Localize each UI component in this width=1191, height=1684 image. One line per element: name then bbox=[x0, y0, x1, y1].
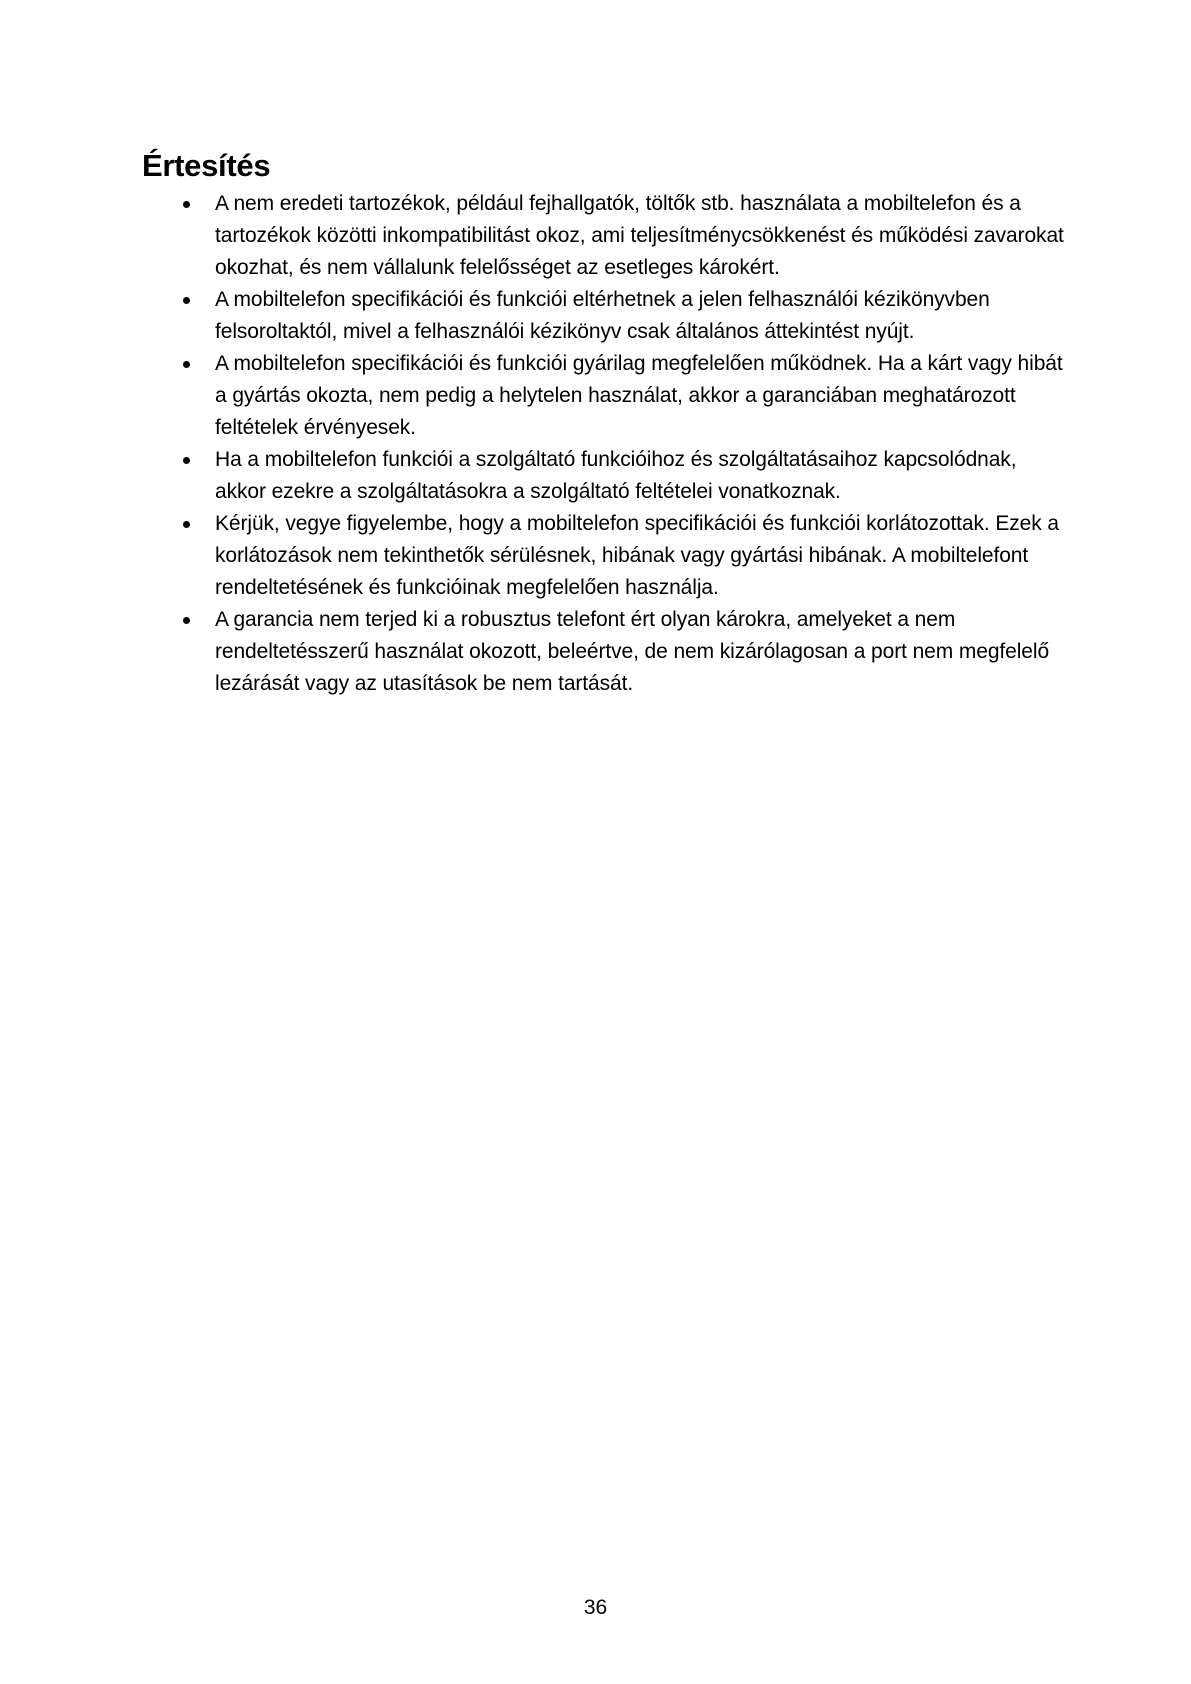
page-title: Értesítés bbox=[142, 148, 271, 183]
list-item-text: Kérjük, vegye figyelembe, hogy a mobiltelefon specifikációi és funkciói korlátozottak. Ezek a korlátozások nem tekinthetők sérülésnek, hibának vagy gyártási hibának. A mobiltelefont rendeltetésének és funkcióinak megfelelően használja. bbox=[215, 512, 1059, 599]
page-number: 36 bbox=[583, 1596, 608, 1619]
bullet-icon bbox=[183, 297, 190, 304]
list-item-text: Ha a mobiltelefon funkciói a szolgáltató funkcióihoz és szolgáltatásaihoz kapcsolódnak, akkor ezekre a szolgáltatásokra a szolgáltató feltételei vonatkoznak. bbox=[215, 448, 1017, 503]
list-item bbox=[142, 348, 1072, 444]
list-item bbox=[142, 508, 1072, 604]
bullet-icon bbox=[183, 617, 190, 624]
list-item-text: A mobiltelefon specifikációi és funkciói gyárilag megfelelően működnek. Ha a kárt vagy hibát a gyártás okozta, nem pedig a helytelen használat, akkor a garanciában meghatározott feltételek érvényesek. bbox=[215, 352, 1063, 439]
list-item bbox=[142, 188, 1072, 284]
bullet-icon bbox=[183, 521, 190, 528]
notice-list bbox=[142, 188, 1072, 700]
list-item bbox=[142, 284, 1072, 348]
bullet-icon bbox=[183, 457, 190, 464]
list-item-text: A garancia nem terjed ki a robusztus telefont ért olyan károkra, amelyeket a nem rendeltetésszerű használat okozott, beleértve, de nem kizárólagosan a port nem megfelelő lezárását vagy az utasítások be nem tartását. bbox=[215, 608, 1050, 695]
list-item bbox=[142, 604, 1072, 700]
list-item-text: A nem eredeti tartozékok, például fejhallgatók, töltők stb. használata a mobiltelefon és a tartozékok közötti inkompatibilitást okoz, ami teljesítménycsökkenést és működési zavarokat okozhat, és nem vállalunk felelősséget az esetleges károkért. bbox=[215, 192, 1064, 279]
bullet-icon bbox=[183, 361, 190, 368]
list-item-text: A mobiltelefon specifikációi és funkciói eltérhetnek a jelen felhasználói kézikönyvben felsoroltaktól, mivel a felhasználói kézikönyv csak általános áttekintést nyújt. bbox=[215, 288, 990, 343]
bullet-icon bbox=[183, 201, 190, 208]
list-item bbox=[142, 444, 1072, 508]
